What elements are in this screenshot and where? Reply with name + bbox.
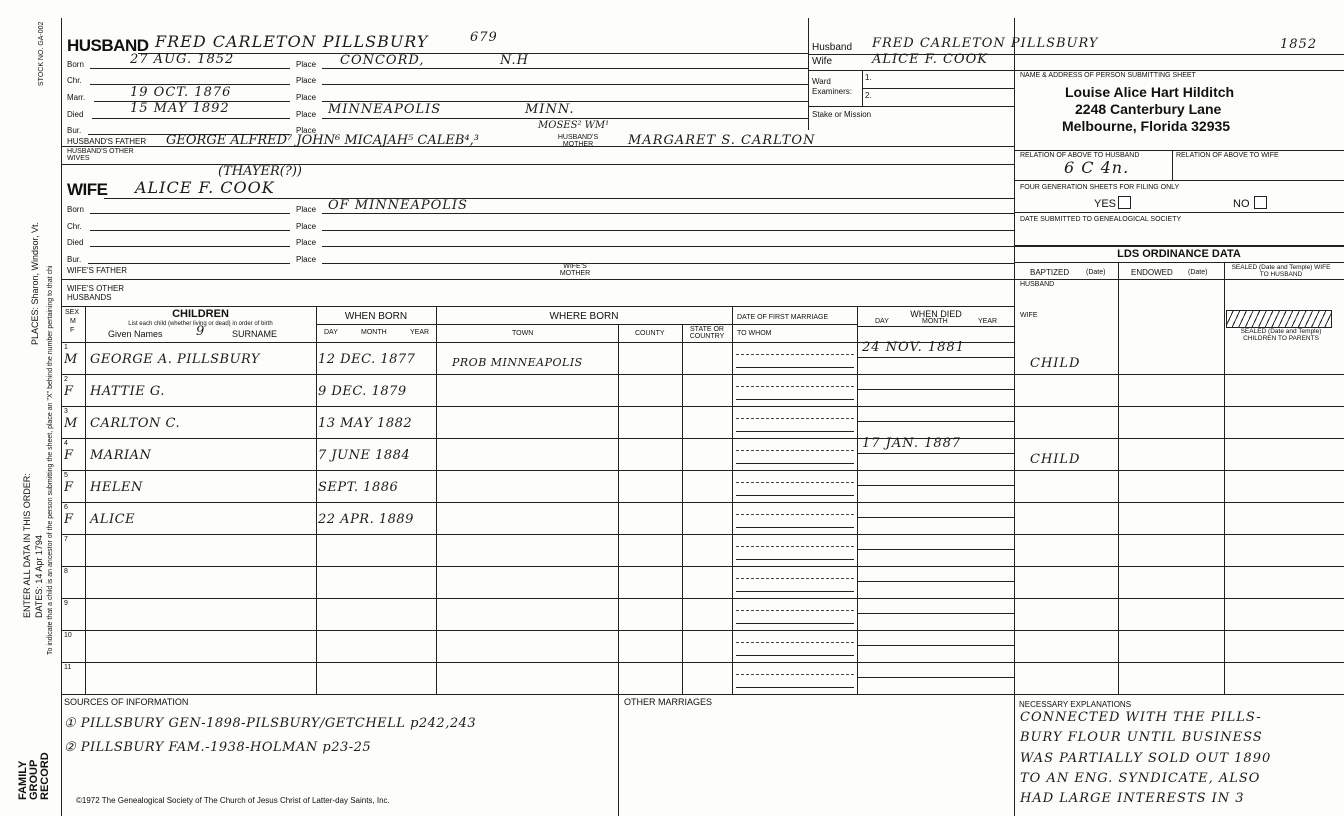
ordinance-row-divider xyxy=(1014,534,1344,535)
child-number: 6 xyxy=(64,504,68,511)
lds-baptized-label: BAPTIZED xyxy=(1030,268,1070,277)
lds-sealed-children-label: SEALED (Date and Temple) CHILDREN TO PARENTS xyxy=(1240,328,1322,342)
child-name: CARLTON C. xyxy=(90,416,181,431)
given-names-label: Given Names xyxy=(108,329,163,339)
husband-born-place-label: Place xyxy=(296,60,317,69)
husband-born-label: Born xyxy=(67,60,84,69)
death-date-line xyxy=(857,485,1014,486)
other-marriages-label: OTHER MARRIAGES xyxy=(624,697,713,707)
husband-born-state: N.H xyxy=(500,53,530,68)
child-number: 11 xyxy=(64,664,72,671)
lds-sealed-wife-label: SEALED (Date and Temple) WIFE TO HUSBAND xyxy=(1231,264,1331,278)
wife-bur-place-label: Place xyxy=(296,255,317,264)
marriage-date-line xyxy=(736,450,854,451)
wife-name-note: (THAYER(?)) xyxy=(218,164,302,179)
spouse-line xyxy=(736,527,854,528)
ancestor-instruction: To indicate that a child is an ancestor of the person submitting the sheet, place an "X" behind the number pertaining to that chi xyxy=(47,265,54,655)
child-number: 7 xyxy=(64,536,68,543)
child-sex: F xyxy=(64,384,75,399)
submitter-label: NAME & ADDRESS OF PERSON SUBMITTING SHEET xyxy=(1020,72,1196,79)
lds-endowed-label: ENDOWED xyxy=(1131,268,1173,277)
spouse-line xyxy=(736,495,854,496)
submitter-street: 2248 Canterbury Lane xyxy=(1075,101,1222,117)
ordinance-row-divider xyxy=(1014,438,1344,439)
source-line-1: ① PILLSBURY GEN-1898-PILSBURY/GETCHELL p242,243 xyxy=(64,716,477,731)
child-sex: M xyxy=(64,416,79,431)
town-label: TOWN xyxy=(512,330,534,337)
death-date-line xyxy=(857,581,1014,582)
ordinance-row-divider xyxy=(1014,502,1344,503)
wife-bur-label: Bur. xyxy=(67,255,82,264)
wife-other-husbands-label: WIFE'S OTHER HUSBANDS xyxy=(67,284,125,302)
row-divider xyxy=(61,374,1014,375)
row-divider xyxy=(61,566,1014,567)
explanation-line-3: WAS PARTIALLY SOLD OUT 1890 xyxy=(1020,751,1272,766)
husband-marr-label: Marr. xyxy=(67,93,86,102)
husband-chr-label: Chr. xyxy=(67,76,82,85)
death-date-tick xyxy=(857,645,858,655)
where-born-label: WHERE BORN xyxy=(549,311,619,322)
child-number: 2 xyxy=(64,376,68,383)
dates-note: DATES: 14 Apr 1794 xyxy=(34,535,44,618)
no-checkbox[interactable] xyxy=(1254,196,1267,209)
husband-other-wives-label: HUSBAND'S OTHER WIVES xyxy=(67,148,134,162)
died-day-label: DAY xyxy=(875,318,889,325)
ordinance-row-divider xyxy=(1014,598,1344,599)
wife-chr-place-label: Place xyxy=(296,222,317,231)
children-list-note: List each child (whether living or dead) in order of birth xyxy=(128,321,273,327)
lds-husband-label: HUSBAND xyxy=(1020,281,1055,288)
child-sex: F xyxy=(64,480,75,495)
child-number: 9 xyxy=(64,600,68,607)
child-name: HELEN xyxy=(90,480,143,495)
husband-father-note: MOSES² WM¹ xyxy=(538,120,610,131)
relation-wife-label: RELATION OF ABOVE TO WIFE xyxy=(1176,152,1279,159)
when-born-label: WHEN BORN xyxy=(344,311,408,322)
spouse-line xyxy=(736,431,854,432)
right-wife-name: ALICE F. COOK xyxy=(872,52,988,67)
husband-died-place: MINNEAPOLIS xyxy=(328,102,442,117)
ordinance-row-divider xyxy=(1014,566,1344,567)
children-count: 9 xyxy=(196,324,206,339)
child-number: 10 xyxy=(64,632,72,639)
husband-died-state: MINN. xyxy=(525,102,575,117)
row-divider xyxy=(61,630,1014,631)
wife-father-label: WIFE'S FATHER xyxy=(67,266,128,275)
right-husband-name: FRED CARLETON PILLSBURY xyxy=(872,36,1099,51)
sex-f-label: F xyxy=(70,327,75,334)
explanation-line-2: BURY FLOUR UNTIL BUSINESS xyxy=(1020,730,1263,745)
child-sex: F xyxy=(64,448,75,463)
four-gen-label: FOUR GENERATION SHEETS FOR FILING ONLY xyxy=(1020,184,1180,191)
marriage-date-line xyxy=(736,418,854,419)
husband-chr-place-label: Place xyxy=(296,76,317,85)
death-date-line xyxy=(857,453,1014,454)
to-whom-label: TO WHOM xyxy=(737,330,772,337)
spouse-line xyxy=(736,399,854,400)
examiner-2: 2. xyxy=(865,91,872,100)
death-date-tick xyxy=(857,549,858,559)
ordinance-row-divider xyxy=(1014,470,1344,471)
died-year-label: YEAR xyxy=(978,318,998,325)
husband-name-note: 679 xyxy=(470,30,498,45)
child-number: 3 xyxy=(64,408,68,415)
death-date-line xyxy=(857,357,1014,358)
death-date-line xyxy=(857,645,1014,646)
lds-title: LDS ORDINANCE DATA xyxy=(1117,248,1241,260)
explanation-line-1: CONNECTED WITH THE PILLS- xyxy=(1020,710,1262,725)
husband-died-date: 15 MAY 1892 xyxy=(130,101,230,116)
child-birth-town: PROB MINNEAPOLIS xyxy=(452,356,583,369)
submitter-city: Melbourne, Florida 32935 xyxy=(1062,118,1231,134)
husband-born-date: 27 AUG. 1852 xyxy=(130,52,235,67)
death-date-line xyxy=(857,613,1014,614)
spouse-line xyxy=(736,463,854,464)
child-name: GEORGE A. PILLSBURY xyxy=(90,352,261,367)
child-number: 5 xyxy=(64,472,68,479)
children-heading: CHILDREN xyxy=(172,308,229,320)
stock-number: STOCK NO. GA-002 xyxy=(38,21,45,86)
died-month-label: MONTH xyxy=(922,318,948,325)
death-date-line xyxy=(857,517,1014,518)
death-date-line xyxy=(857,549,1014,550)
death-date-tick xyxy=(857,581,858,591)
death-date-line xyxy=(857,677,1014,678)
source-line-2: ② PILLSBURY FAM.-1938-HOLMAN p23-25 xyxy=(64,740,372,755)
husband-marr-place-label: Place xyxy=(296,93,317,102)
lds-endowed-date-label: (Date) xyxy=(1188,269,1208,276)
husband-bur-label: Bur. xyxy=(67,126,82,135)
spouse-line xyxy=(736,591,854,592)
marriage-date-line xyxy=(736,386,854,387)
places-note: PLACES: Sharon, Windsor, Vt. xyxy=(30,221,40,345)
spouse-line xyxy=(736,655,854,656)
wife-mother-label: WIFE'S MOTHER xyxy=(559,263,591,277)
explanation-line-4: TO AN ENG. SYNDICATE, ALSO xyxy=(1020,771,1261,786)
relation-husband-label: RELATION OF ABOVE TO HUSBAND xyxy=(1020,152,1140,159)
examiners-label: Examiners: xyxy=(812,87,853,96)
child-death-date: 24 NOV. 1881 xyxy=(862,340,965,355)
marriage-date-line xyxy=(736,354,854,355)
child-name: MARIAN xyxy=(90,448,152,463)
child-number: 8 xyxy=(64,568,68,575)
child-birth-date: SEPT. 1886 xyxy=(318,480,399,495)
wife-chr-label: Chr. xyxy=(67,222,82,231)
stake-mission-label: Stake or Mission xyxy=(812,110,872,119)
child-name: ALICE xyxy=(90,512,136,527)
marriage-date-line xyxy=(736,642,854,643)
child-birth-date: 13 MAY 1882 xyxy=(318,416,413,431)
row-divider xyxy=(61,406,1014,407)
child-birth-date: 7 JUNE 1884 xyxy=(318,448,411,463)
wife-died-label: Died xyxy=(67,238,84,247)
row-divider xyxy=(61,534,1014,535)
ordinance-row-divider xyxy=(1014,374,1344,375)
death-date-line xyxy=(857,389,1014,390)
husband-name: FRED CARLETON PILLSBURY xyxy=(155,32,429,51)
when-died-label: WHEN DIED xyxy=(910,309,962,319)
spouse-line xyxy=(736,367,854,368)
wife-heading: WIFE xyxy=(67,180,108,199)
spouse-line xyxy=(736,687,854,688)
death-date-tick xyxy=(857,389,858,399)
right-husband-label: Husband xyxy=(812,42,853,53)
child-name: HATTIE G. xyxy=(90,384,165,399)
husband-heading: HUSBAND xyxy=(67,36,149,55)
husband-mother: MARGARET S. CARLTON xyxy=(628,133,816,148)
child-birth-date: 22 APR. 1889 xyxy=(318,512,414,527)
yes-checkbox[interactable] xyxy=(1118,196,1131,209)
ward-label: Ward xyxy=(812,77,831,86)
row-divider xyxy=(61,662,1014,663)
marriage-date-line xyxy=(736,578,854,579)
husband-father-label: HUSBAND'S FATHER xyxy=(67,137,147,146)
lds-baptized-date-label: (Date) xyxy=(1086,269,1106,276)
husband-born-place: CONCORD, xyxy=(340,53,425,68)
child-number: 1 xyxy=(64,344,68,351)
child-birth-date: 12 DEC. 1877 xyxy=(318,352,416,367)
husband-mother-label: HUSBAND'S MOTHER xyxy=(557,134,599,148)
state-label: STATE OR COUNTRY xyxy=(689,326,725,340)
marriage-date-line xyxy=(736,610,854,611)
wife-born-label: Born xyxy=(67,205,84,214)
row-divider xyxy=(61,502,1014,503)
marriage-date-line xyxy=(736,482,854,483)
no-label: NO xyxy=(1233,198,1250,210)
spouse-line xyxy=(736,559,854,560)
submitter-name: Louise Alice Hart Hilditch xyxy=(1065,84,1235,100)
marriage-date-line xyxy=(736,514,854,515)
child-ordinance-note: CHILD xyxy=(1030,356,1081,371)
lds-wife-label: WIFE xyxy=(1020,312,1038,319)
yes-label: YES xyxy=(1094,198,1117,210)
right-wife-label: Wife xyxy=(812,56,832,67)
child-birth-date: 9 DEC. 1879 xyxy=(318,384,407,399)
ordinance-row-divider xyxy=(1014,662,1344,663)
wife-born-place-label: Place xyxy=(296,205,317,214)
date-submitted-label: DATE SUBMITTED TO GENEALOGICAL SOCIETY xyxy=(1020,216,1182,223)
husband-bur-place-label: Place xyxy=(296,126,317,135)
relation-husband-value: 6 C 4n. xyxy=(1064,158,1130,177)
death-date-tick xyxy=(857,453,858,463)
enter-order-note: ENTER ALL DATA IN THIS ORDER: xyxy=(22,473,32,618)
death-date-tick xyxy=(857,421,858,431)
death-date-tick xyxy=(857,485,858,495)
first-marriage-label: DATE OF FIRST MARRIAGE xyxy=(737,314,829,321)
county-label: COUNTY xyxy=(635,330,665,337)
child-death-date: 17 JAN. 1887 xyxy=(862,436,962,451)
death-date-tick xyxy=(857,357,858,367)
marriage-date-line xyxy=(736,546,854,547)
wife-born-place: OF MINNEAPOLIS xyxy=(328,198,468,213)
wife-died-place-label: Place xyxy=(296,238,317,247)
row-divider xyxy=(61,470,1014,471)
death-date-tick xyxy=(857,613,858,623)
child-ordinance-note: CHILD xyxy=(1030,452,1081,467)
spouse-line xyxy=(736,623,854,624)
husband-father: GEORGE ALFRED⁷ JOHN⁶ MICAJAH⁵ CALEB⁴,³ xyxy=(166,133,479,148)
husband-died-place-label: Place xyxy=(296,110,317,119)
child-number: 4 xyxy=(64,440,68,447)
born-day-label: DAY xyxy=(324,329,338,336)
husband-marriage-date: 19 OCT. 1876 xyxy=(130,85,232,100)
row-divider xyxy=(61,598,1014,599)
wife-name: ALICE F. COOK xyxy=(135,178,275,197)
explanation-line-5: HAD LARGE INTERESTS IN 3 xyxy=(1020,791,1245,806)
sources-label: SOURCES OF INFORMATION xyxy=(64,697,189,707)
child-sex: F xyxy=(64,512,75,527)
explanations-label: NECESSARY EXPLANATIONS xyxy=(1019,700,1132,709)
surname-label: SURNAME xyxy=(232,329,278,339)
sex-label: SEX xyxy=(65,309,80,316)
right-husband-year: 1852 xyxy=(1280,37,1318,52)
copyright: ©1972 The Genealogical Society of The Church of Jesus Christ of Latter-day Saints, Inc. xyxy=(76,796,390,805)
husband-died-label: Died xyxy=(67,110,84,119)
sex-m-label: M xyxy=(70,318,76,325)
born-month-label: MONTH xyxy=(361,329,387,336)
death-date-tick xyxy=(857,677,858,687)
examiner-1: 1. xyxy=(865,73,872,82)
marriage-date-line xyxy=(736,674,854,675)
ordinance-row-divider xyxy=(1014,406,1344,407)
ordinance-row-divider xyxy=(1014,630,1344,631)
sealed-hatch xyxy=(1226,310,1332,328)
born-year-label: YEAR xyxy=(410,329,430,336)
child-sex: M xyxy=(64,352,79,367)
family-group-record-title: FAMILY GROUP RECORD xyxy=(17,752,51,800)
death-date-line xyxy=(857,421,1014,422)
death-date-tick xyxy=(857,517,858,527)
